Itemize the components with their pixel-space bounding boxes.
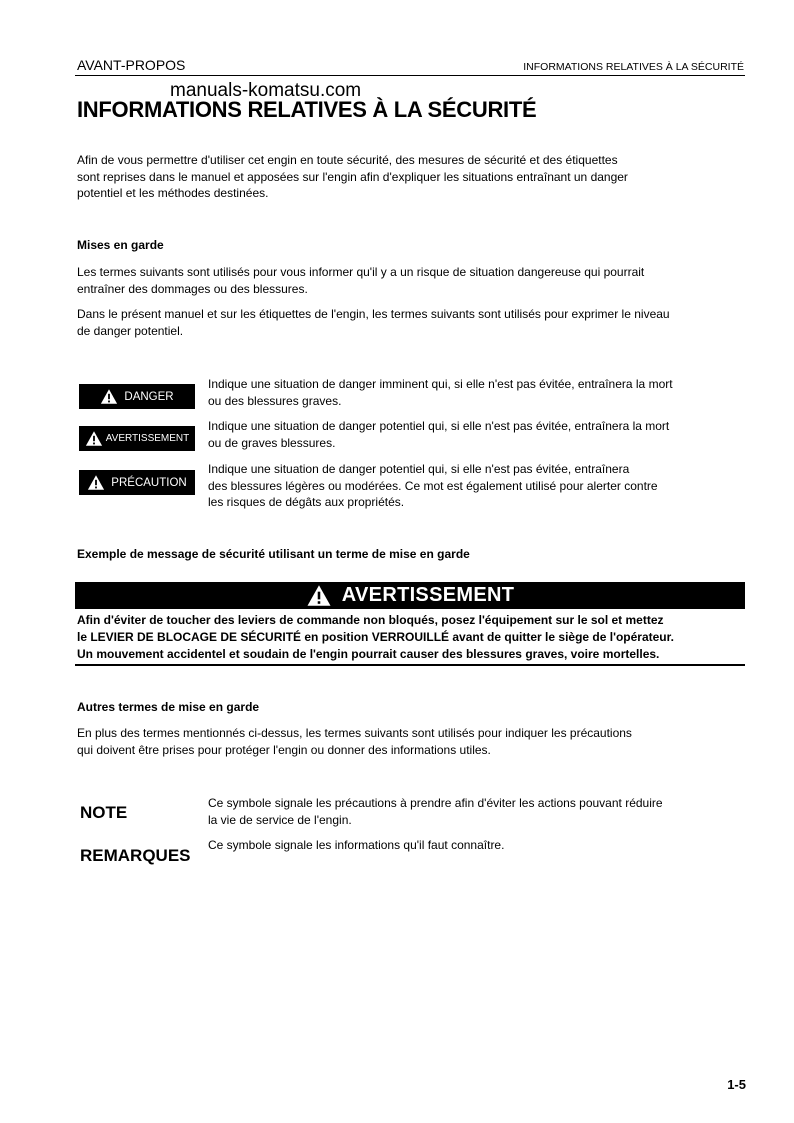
text-line: Indique une situation de danger imminent qui, si elle n'est pas évitée, entraînera la mort xyxy=(208,377,673,391)
note-symbol: NOTE xyxy=(80,803,128,822)
header-section-right: INFORMATIONS RELATIVES À LA SÉCURITÉ xyxy=(523,61,744,73)
text-line: de danger potentiel. xyxy=(77,323,184,338)
note-description xyxy=(208,795,748,828)
text-line: Ce symbole signale les informations qu'il faut connaître. xyxy=(208,838,505,852)
warning-bottom-rule xyxy=(75,664,745,666)
text-line: des blessures légères ou modérées. Ce mot est également utilisé pour alerter contre xyxy=(208,478,658,493)
warning-triangle-icon xyxy=(306,584,332,607)
text-line: Indique une situation de danger potentiel qui, si elle n'est pas évitée, entraînera la mort xyxy=(208,419,670,433)
remarques-description xyxy=(208,837,748,854)
text-line: entraîner des dommages ou des blessures. xyxy=(77,281,308,296)
precaution-label xyxy=(79,470,195,495)
page-number: 1-5 xyxy=(727,1077,746,1092)
danger-description xyxy=(208,376,748,409)
precaution-description xyxy=(208,461,748,511)
text-line: qui doivent être prises pour protéger l'engin ou donner des informations utiles. xyxy=(77,742,491,757)
text-line: ou de graves blessures. xyxy=(208,435,336,450)
avertissement-label xyxy=(79,426,195,451)
section-heading-example: Exemple de message de sécurité utilisant un terme de mise en garde xyxy=(77,547,470,561)
text-line: Les termes suivants sont utilisés pour vous informer qu'il y a un risque de situation dangereuse qui pourrait xyxy=(77,265,645,279)
header-section-left: AVANT-PROPOS xyxy=(77,57,186,73)
paragraph-mises-en-garde-1 xyxy=(77,264,747,297)
watermark: manuals-komatsu.com xyxy=(170,80,362,101)
remarques-symbol: REMARQUES xyxy=(80,846,191,865)
danger-label xyxy=(79,384,195,409)
text-line: ou des blessures graves. xyxy=(208,393,342,408)
paragraph-mises-en-garde-2 xyxy=(77,306,747,339)
label-text: PRÉCAUTION xyxy=(111,476,187,489)
text-line: les risques de dégâts aux propriétés. xyxy=(208,495,405,509)
label-text: DANGER xyxy=(124,390,174,403)
text-line: Afin d'éviter de toucher des leviers de commande non bloqués, posez l'équipement sur le sol et mettez xyxy=(77,613,664,627)
section-heading-mises-en-garde: Mises en garde xyxy=(77,238,164,252)
header-rule xyxy=(75,75,745,76)
paragraph-autres xyxy=(77,725,747,758)
text-line: potentiel et les méthodes destinées. xyxy=(77,186,269,200)
text-line: Un mouvement accidentel et soudain de l'engin pourrait causer des blessures graves, voire mortelles. xyxy=(77,646,660,661)
text-line: Dans le présent manuel et sur les étiquettes de l'engin, les termes suivants sont utilisés pour exprimer le niveau xyxy=(77,307,670,321)
warning-triangle-icon xyxy=(100,388,118,405)
banner-text: AVERTISSEMENT xyxy=(341,584,515,606)
warning-message xyxy=(77,612,747,662)
label-text: AVERTISSEMENT xyxy=(105,433,190,444)
text-line: sont reprises dans le manuel et apposées sur l'engin afin d'expliquer les situations entraînant un danger xyxy=(77,169,628,184)
text-line: Ce symbole signale les précautions à prendre afin d'éviter les actions pouvant réduire xyxy=(208,796,663,810)
intro-paragraph xyxy=(77,152,747,202)
text-line: Afin de vous permettre d'utiliser cet engin en toute sécurité, des mesures de sécurité et des étiquettes xyxy=(77,153,618,167)
warning-triangle-icon xyxy=(85,430,103,447)
avertissement-banner xyxy=(75,582,745,609)
page-title: INFORMATIONS RELATIVES À LA SÉCURITÉ xyxy=(77,97,537,122)
warning-triangle-icon xyxy=(87,474,105,491)
text-line: En plus des termes mentionnés ci-dessus, les termes suivants sont utilisés pour indiquer les précautions xyxy=(77,726,632,740)
text-line: la vie de service de l'engin. xyxy=(208,812,352,827)
text-line: Indique une situation de danger potentiel qui, si elle n'est pas évitée, entraînera xyxy=(208,462,630,476)
avertissement-description xyxy=(208,418,748,451)
text-line: le LEVIER DE BLOCAGE DE SÉCURITÉ en position VERROUILLÉ avant de quitter le siège de l'opérateur. xyxy=(77,629,674,644)
section-heading-autres: Autres termes de mise en garde xyxy=(77,700,260,714)
